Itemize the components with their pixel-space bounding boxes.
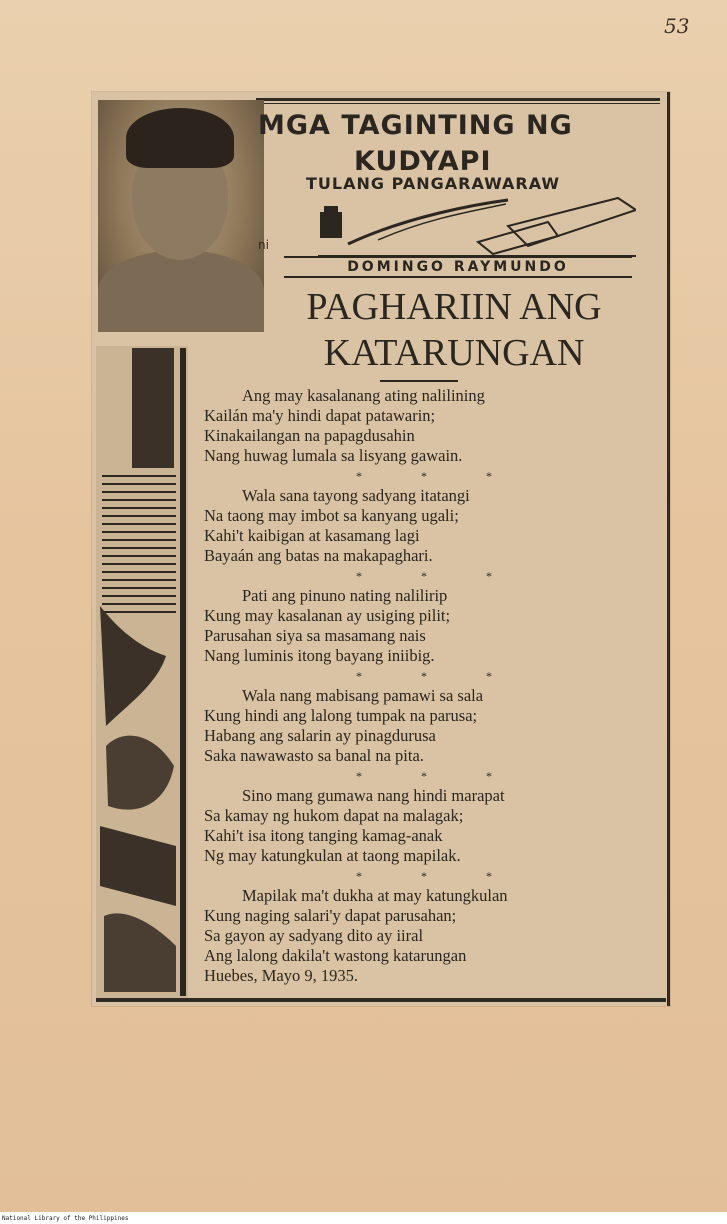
poem-line: Ang may kasalanang ating nalilining	[242, 386, 485, 405]
inkwell-quill-book-illustration	[318, 196, 636, 258]
poem-line: Mapilak ma't dukha at may katungkulan	[242, 886, 508, 905]
column-title-line1: MGA TAGINTING NG	[258, 110, 573, 141]
poem-title	[264, 284, 644, 376]
stanza-separator: * * *	[356, 569, 520, 583]
column-title-line2: KUDYAPI	[354, 146, 492, 177]
column-subtitle: TULANG PANGARAWARAW	[306, 174, 561, 193]
stanza	[186, 886, 656, 966]
poem-dateline: Huebes, Mayo 9, 1935.	[204, 966, 358, 985]
poem-line: Kahi't isa itong tanging kamag-anak	[204, 826, 443, 845]
stanza-separator: * * *	[356, 669, 520, 683]
library-credit: National Library of the Philippines	[2, 1215, 129, 1222]
poem-line: Kung hindi ang lalong tumpak na parusa;	[204, 706, 478, 725]
poem-line: Kung naging salari'y dapat parusahan;	[204, 906, 457, 925]
poem-line: Sa kamay ng hukom dapat na malagak;	[204, 806, 464, 825]
stanza	[186, 486, 656, 586]
bottom-rule	[96, 998, 666, 1002]
poem-line: Kailán ma'y hindi dapat patawarin;	[204, 406, 436, 425]
stanza-separator: * * *	[356, 469, 520, 483]
poem-line: Parusahan siya sa masamang nais	[204, 626, 426, 645]
poem-line: Wala nang mabisang pamawi sa sala	[242, 686, 484, 705]
poem-line: Sino mang gumawa nang hindi marapat	[242, 786, 505, 805]
poem-line: Kinakailangan na papagdusahin	[204, 426, 415, 445]
author-prefix: ni	[258, 238, 269, 252]
poem-line: Nang luminis itong bayang iniibig.	[204, 646, 435, 665]
portrait-shoulders	[98, 250, 264, 332]
poem-line: Nang huwag lumala sa lisyang gawain.	[204, 446, 463, 465]
poem-body	[186, 386, 656, 986]
author-name: DOMINGO RAYMUNDO	[284, 256, 632, 278]
stanza	[186, 786, 656, 886]
poem-line: Kung may kasalanan ay usiging pilit;	[204, 606, 451, 625]
poem-line: Na taong may imbot sa kanyang ugali;	[204, 506, 459, 525]
author-portrait	[98, 100, 264, 332]
stanza-separator: * * *	[356, 769, 520, 783]
stanza	[186, 686, 656, 786]
poem-line: Saka nawawasto sa banal na pita.	[204, 746, 424, 765]
top-rule-thin	[256, 103, 660, 104]
poem-title-line1: PAGHARIIN ANG	[306, 286, 602, 328]
poem-line: Bayaán ang batas na makapaghari.	[204, 546, 433, 565]
poem-title-line2: KATARUNGAN	[323, 332, 585, 374]
stanza-separator: * * *	[356, 869, 520, 883]
poem-line: Kahi't kaibigan at kasamang lagi	[204, 526, 420, 545]
page-number: 53	[664, 14, 690, 38]
title-underline	[380, 380, 458, 382]
portrait-hair	[126, 108, 234, 168]
stanza	[186, 586, 656, 686]
poem-line: Ng may katungkulan at taong mapilak.	[204, 846, 461, 865]
poem-line: Pati ang pinuno nating nalilirip	[242, 586, 448, 605]
poem-line: Ang lalong dakila't wastong katarungan	[204, 946, 467, 965]
poem-line: Sa gayon ay sadyang dito ay iiral	[204, 926, 424, 945]
poem-line: Habang ang salarin ay pinagdurusa	[204, 726, 436, 745]
top-rule	[256, 98, 660, 101]
poem-line: Wala sana tayong sadyang itatangi	[242, 486, 470, 505]
decorative-side-illustration	[96, 346, 188, 998]
stanza	[186, 386, 656, 486]
